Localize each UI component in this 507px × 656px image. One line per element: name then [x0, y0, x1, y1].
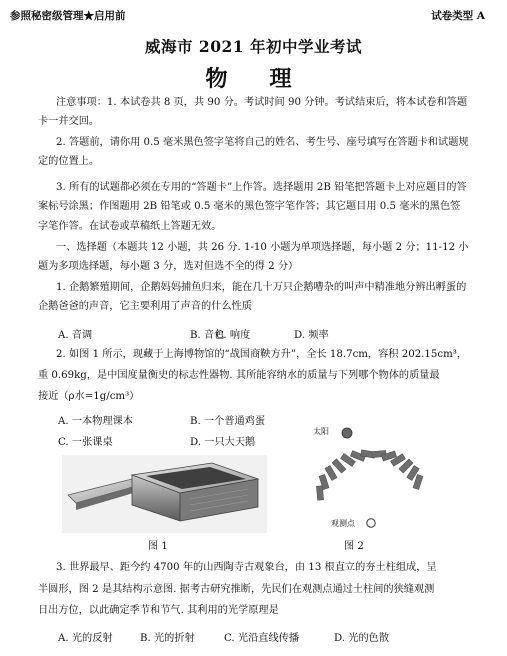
figure-2-sun-label: 太阳 [313, 427, 329, 436]
q3-option-c: C. 光沿直线传播 [224, 633, 300, 644]
question-2-line-3: 接近（ρ水=1g/cm³） [38, 391, 140, 402]
q2-option-b: B. 一个普通鸡蛋 [190, 416, 266, 427]
figure-2-caption: 图 2 [344, 541, 364, 552]
notice-paragraph-3: 3. 所有的试题都必须在专用的“答题卡”上作答。选择题用 2B 铅笔把答题卡上对应题目的答案标号涂黑；作图题用 2B 铅笔或 0.5 毫米的黑色签字笔作答；其它题目用 0.5 毫米的黑色签字笔作答。在试卷或草稿纸上答题无效。 [38, 182, 467, 232]
q1-option-b: B. 音色 [190, 330, 225, 341]
question-3-line-3: 日出方位，以此确定季节和节气. 其利用的光学原理是 [38, 605, 279, 616]
section-heading: 一、选择题（本题共 12 小题，共 26 分. 1-10 小题为单项选择题，每小题 2 分；11-12 小题为多项选择题，每小题 3 分，选对但选不全的得 2 分） [38, 242, 469, 273]
confidentiality-label: 参照秘密级管理★启用前 [10, 10, 126, 22]
question-2-options-row-1 [58, 412, 266, 427]
question-2-line-1: 2. 如图 1 所示，现藏于上海博物馆的“战国商鞅方升”，全长 18.7cm，容积 202.15cm³， [56, 349, 468, 360]
figure-2-observer-label: 观测点 [331, 519, 355, 528]
figure-1-caption: 图 1 [148, 541, 168, 552]
q2-option-c: C. 一张课桌 [58, 437, 113, 448]
sun-icon [342, 428, 352, 438]
question-1-stem: 1. 企鹅繁殖期间，企鹅妈妈捕鱼归来，能在几十万只企鹅嘈杂的叫声中精准地分辨出孵蛋的企鹅爸爸的声音，它主要利用了声音的什么性质 [38, 282, 467, 313]
notice-paragraph-1: 注意事项：1. 本试卷共 8 页，共 90 分。考试时间 90 分钟。考试结束后，将本试卷和答题卡一并交回。 [38, 97, 468, 128]
q3-option-d: D. 光的色散 [334, 633, 390, 644]
question-2-line-2: 重 0.69kg，是中国度量衡史的标志性器物. 其所能容纳水的质量与下列哪个物体的质量最 [38, 370, 440, 381]
notice-paragraph-2: 2. 答题前，请你用 0.5 毫米黑色签字笔将自己的姓名、考生号、座号填写在答题卡和试题规定的位置上。 [38, 137, 469, 168]
q1-option-c: C. 响度 [216, 330, 251, 341]
exam-title: 威海市 2021 年初中学业考试 [145, 37, 362, 56]
q2-option-d: D. 一只大天鹅 [190, 437, 256, 448]
q2-option-a: A. 一本物理课本 [58, 416, 133, 427]
question-3-line-2: 半圆形，图 2 是其结构示意图. 据考古研究推断，先民们在观测点通过土柱间的狭缝观测 [38, 584, 435, 595]
q3-option-a: A. 光的反射 [58, 633, 113, 644]
observation-point-icon [367, 519, 375, 527]
question-2-options-row-2 [58, 433, 256, 448]
q1-option-a: A. 音调 [58, 330, 93, 341]
question-3-options [58, 629, 390, 644]
paper-type-label: 试卷类型 A [431, 10, 485, 22]
figure-1-bronze-measure [62, 455, 267, 533]
q3-option-b: B. 光的折射 [140, 633, 195, 644]
question-1-options [58, 326, 329, 341]
q1-option-d: D. 频率 [294, 330, 329, 341]
question-3-line-1: 3. 世界最早、距今约 4700 年的山西陶寺古观象台，由 13 根直立的夯土柱组成，呈 [56, 562, 437, 573]
subject-title: 物 理 [205, 66, 302, 92]
